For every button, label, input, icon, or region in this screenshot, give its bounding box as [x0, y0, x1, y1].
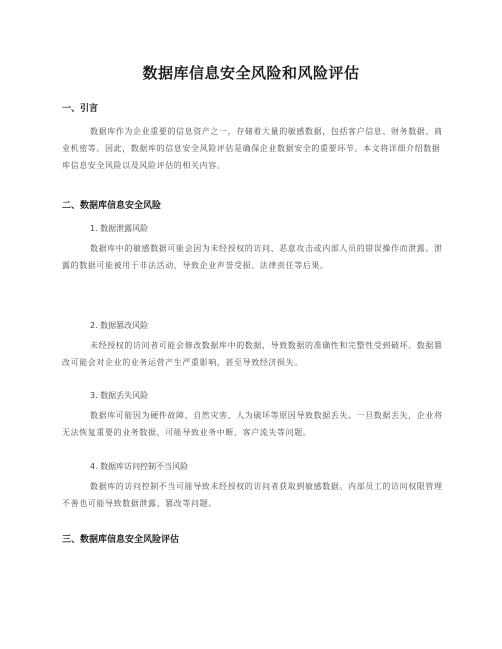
section-heading-risks: 二、数据库信息安全风险 [62, 201, 162, 211]
document-title: 数据库信息安全风险和风险评估 [142, 64, 360, 82]
risk-item-2-label: 2. 数据篡改风险 [90, 321, 149, 330]
risk-item-4-label: 4. 数据库访问控制不当风险 [90, 462, 189, 471]
risk-item-2-text: 未经授权的访问者可能会修改数据库中的数据，导致数据的准确性和完整性受到破坏。数据篡改可能会对企业的业务运营产生严重影响，甚至导致经济损失。 [62, 341, 443, 367]
risk-item-3-text: 数据库可能因为硬件故障、自然灾害、人为破坏等原因导致数据丢失。一旦数据丢失，企业将无法恢复重要的业务数据，可能导致业务中断、客户流失等问题。 [62, 411, 443, 437]
risk-item-3-label: 3. 数据丢失风险 [90, 391, 149, 400]
risk-item-1-text: 数据库中的敏感数据可能会因为未经授权的访问、恶意攻击或内部人员的错误操作而泄露。泄露的数据可能被用于非法活动，导致企业声誉受损、法律责任等后果。 [62, 244, 443, 270]
introduction-paragraph: 数据库作为企业重要的信息资产之一，存储着大量的敏感数据，包括客户信息、财务数据、商业机密等。因此，数据库的信息安全风险评估是确保企业数据安全的重要环节。本文将详细介绍数据库信息安全风险以及风险评估的相关内容。 [62, 127, 443, 170]
risk-item-4-text: 数据库的访问控制不当可能导致未经授权的访问者获取到敏感数据。内部员工的访问权限管理不善也可能导致数据泄露、篡改等问题。 [62, 482, 443, 508]
section-heading-introduction: 一、引言 [62, 104, 99, 114]
section-heading-assessment: 三、数据库信息安全风险评估 [62, 535, 180, 545]
risk-item-1-label: 1. 数据泄露风险 [90, 224, 149, 233]
